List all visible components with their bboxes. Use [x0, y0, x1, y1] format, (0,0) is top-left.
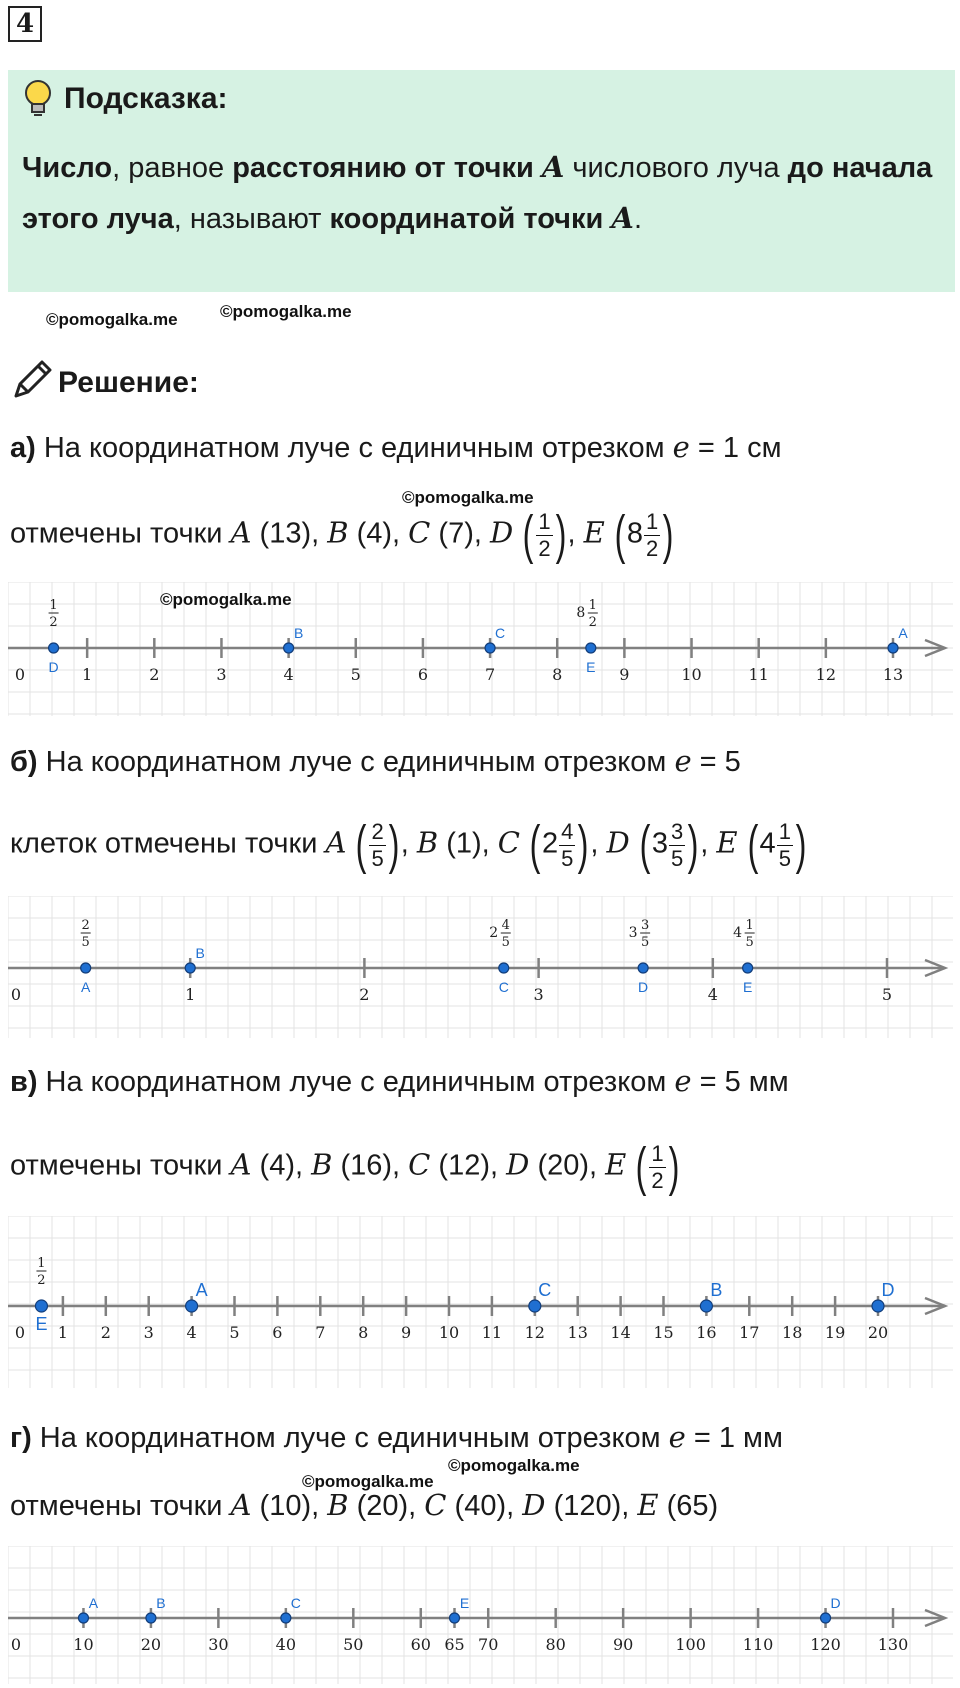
- point-label: B: [156, 1595, 166, 1611]
- part-v-line1: в) На координатном луче с единичным отрезком e = 5 мм: [10, 1064, 789, 1098]
- svg-text:5: 5: [81, 935, 90, 950]
- point-e: [743, 963, 753, 973]
- point-fraction-label: [49, 598, 59, 630]
- tick-label: 2: [100, 1323, 111, 1342]
- point-fraction-label: [81, 918, 91, 950]
- svg-text:1: 1: [37, 1256, 46, 1271]
- point-b: [146, 1613, 156, 1623]
- tick-label: 13: [882, 665, 904, 684]
- part-v-line2: отмечены точки A (4), B (16), C (12), D (20), E ( $\frac{1}{2}$ ): [10, 1137, 679, 1197]
- svg-text:4: 4: [733, 925, 743, 941]
- tick-label: 15: [653, 1323, 674, 1342]
- number-line-v: [8, 1216, 953, 1388]
- svg-text:5: 5: [640, 935, 650, 950]
- point-label: E: [742, 979, 753, 995]
- tick-label: 4: [283, 665, 294, 684]
- tick-label: 2: [359, 985, 370, 1004]
- point-c: [281, 1613, 291, 1623]
- tick-label: 5: [350, 665, 361, 684]
- tick-label: 110: [742, 1635, 774, 1654]
- tick-label: 130: [877, 1635, 909, 1654]
- tick-label: 5: [229, 1323, 240, 1342]
- tick-label: 60: [410, 1635, 431, 1654]
- point-d: [638, 963, 648, 973]
- tick-label: 5: [881, 985, 893, 1004]
- tick-label: 1: [185, 985, 196, 1004]
- tick-label: 0: [14, 665, 26, 684]
- point-label: B: [293, 625, 304, 641]
- point-e: [586, 643, 596, 653]
- point-label: D: [638, 979, 649, 995]
- point-d: [49, 643, 59, 653]
- watermark: ©pomogalka.me: [46, 310, 178, 329]
- tick-label: 7: [484, 665, 496, 684]
- hint-title: Подсказка:: [64, 82, 228, 115]
- point-d: [872, 1300, 884, 1312]
- point-label: A: [81, 979, 91, 995]
- tick-label: 90: [612, 1635, 634, 1654]
- point-label: E: [586, 659, 596, 675]
- svg-text:1: 1: [49, 598, 58, 613]
- tick-label: 2: [149, 665, 160, 684]
- point-label: C: [538, 1280, 552, 1300]
- number-line-g: [8, 1546, 953, 1684]
- tick-label: 20: [867, 1323, 889, 1342]
- solution-title: Решение:: [58, 366, 199, 399]
- tick-label: 11: [748, 665, 769, 684]
- tick-label: 19: [824, 1323, 846, 1342]
- tick-label: 3: [216, 665, 227, 684]
- tick-label: 9: [401, 1323, 412, 1342]
- svg-text:1: 1: [588, 598, 597, 613]
- tick-label: 20: [140, 1635, 162, 1654]
- point-label: A: [195, 1280, 208, 1300]
- tick-label: 1: [57, 1323, 68, 1342]
- point-b: [700, 1300, 712, 1312]
- svg-text:5: 5: [501, 935, 510, 950]
- tick-label: 17: [739, 1323, 760, 1342]
- tick-label: 8: [358, 1323, 369, 1342]
- tick-label: 12: [524, 1323, 545, 1342]
- tick-label: 120: [810, 1635, 841, 1654]
- watermark: ©pomogalka.me: [160, 590, 292, 609]
- tick-label: 30: [208, 1635, 229, 1654]
- svg-text:4: 4: [501, 918, 510, 933]
- point-label: E: [35, 1314, 48, 1334]
- point-label: B: [710, 1280, 723, 1300]
- point-b: [284, 643, 294, 653]
- tick-label: 10: [438, 1323, 460, 1342]
- point-a: [81, 963, 91, 973]
- part-a-line2: отмечены точки A (13), B (4), C (7), D ( $\frac{1}{2}$ ), E (8 $\frac{1}{2}$ ): [10, 505, 674, 565]
- point-c: [485, 643, 495, 653]
- part-a-line1: а) На координатном луче с единичным отрезком e = 1 см: [10, 430, 782, 464]
- tick-label: 80: [545, 1635, 566, 1654]
- point-fraction-label: [489, 918, 510, 950]
- svg-text:8: 8: [576, 605, 586, 621]
- hint-box: [8, 70, 955, 292]
- part-g-line2: отмечены точки A (10), B (20), C (40), D (120), E (65): [10, 1488, 719, 1522]
- watermark: ©pomogalka.me: [402, 488, 534, 507]
- watermark: ©pomogalka.me: [448, 1456, 580, 1475]
- tick-label: 11: [481, 1323, 503, 1342]
- svg-text:2: 2: [81, 918, 90, 933]
- tick-label: 4: [186, 1323, 197, 1342]
- point-d: [821, 1613, 831, 1623]
- tick-label: 0: [14, 1323, 26, 1342]
- tick-label: 3: [533, 985, 544, 1004]
- svg-text:2: 2: [49, 615, 58, 630]
- point-label: C: [498, 979, 509, 995]
- point-a: [78, 1613, 88, 1623]
- tick-label: 13: [567, 1323, 588, 1342]
- point-b: [185, 963, 195, 973]
- watermark: ©pomogalka.me: [302, 1472, 434, 1491]
- tick-label: 4: [707, 985, 718, 1004]
- point-label: A: [898, 625, 908, 641]
- tick-label: 0: [10, 1635, 22, 1654]
- point-label: D: [48, 659, 59, 675]
- svg-text:2: 2: [588, 615, 597, 630]
- number-line-a: [8, 582, 953, 716]
- point-label: D: [830, 1595, 841, 1611]
- part-g-line1: г) На координатном луче с единичным отрезком e = 1 мм: [10, 1420, 783, 1454]
- tick-label: 0: [10, 985, 22, 1004]
- tick-label: 65: [444, 1635, 465, 1654]
- point-a: [186, 1300, 198, 1312]
- point-e: [450, 1613, 460, 1623]
- svg-text:2: 2: [37, 1273, 46, 1288]
- tick-label: 10: [73, 1635, 94, 1654]
- tick-label: 1: [82, 665, 93, 684]
- tick-label: 3: [143, 1323, 154, 1342]
- point-label: A: [88, 1595, 99, 1611]
- point-label: C: [495, 625, 506, 641]
- number-line-b: [8, 896, 953, 1038]
- svg-text:5: 5: [745, 935, 754, 950]
- svg-text:1: 1: [745, 918, 754, 933]
- tick-label: 6: [272, 1323, 283, 1342]
- tick-label: 12: [815, 665, 837, 684]
- tick-label: 16: [696, 1323, 717, 1342]
- tick-label: 50: [343, 1635, 364, 1654]
- task-number: 4: [8, 6, 42, 42]
- pencil-icon: [10, 358, 54, 402]
- point-label: C: [290, 1595, 301, 1611]
- part-b-line1: б) На координатном луче с единичным отрезком e = 5: [10, 744, 741, 778]
- part-b-line2: клеток отмечены точки A ( $\frac{2}{5}$ ), B (1), C (2 $\frac{4}{5}$ ), D (3 $\frac{3}{5}$ ), E (4 $\frac{1}{5}$ ): [10, 815, 807, 875]
- point-fraction-label: [629, 918, 650, 950]
- point-label: E: [459, 1595, 470, 1611]
- hint-text: Число, равное расстоянию от точки A числового луча до начала этого луча, называют координатой точки A.: [22, 150, 933, 235]
- tick-label: 6: [417, 665, 429, 684]
- tick-label: 100: [675, 1635, 706, 1654]
- tick-label: 40: [275, 1635, 297, 1654]
- point-c: [499, 963, 509, 973]
- point-e: [35, 1300, 47, 1312]
- svg-text:3: 3: [640, 918, 650, 933]
- tick-label: 70: [478, 1635, 499, 1654]
- svg-text:2: 2: [489, 925, 499, 941]
- tick-label: 9: [619, 665, 630, 684]
- watermark: ©pomogalka.me: [220, 302, 352, 321]
- lightbulb-icon: [20, 78, 56, 118]
- tick-label: 10: [681, 665, 702, 684]
- tick-label: 7: [315, 1323, 326, 1342]
- point-fraction-label: [733, 918, 754, 950]
- tick-label: 8: [552, 665, 563, 684]
- point-c: [529, 1300, 541, 1312]
- tick-label: 18: [782, 1323, 803, 1342]
- point-label: D: [881, 1280, 895, 1300]
- tick-label: 14: [610, 1323, 631, 1342]
- point-label: B: [195, 945, 205, 961]
- point-a: [888, 643, 898, 653]
- point-fraction-label: [36, 1256, 46, 1288]
- svg-text:3: 3: [628, 925, 638, 941]
